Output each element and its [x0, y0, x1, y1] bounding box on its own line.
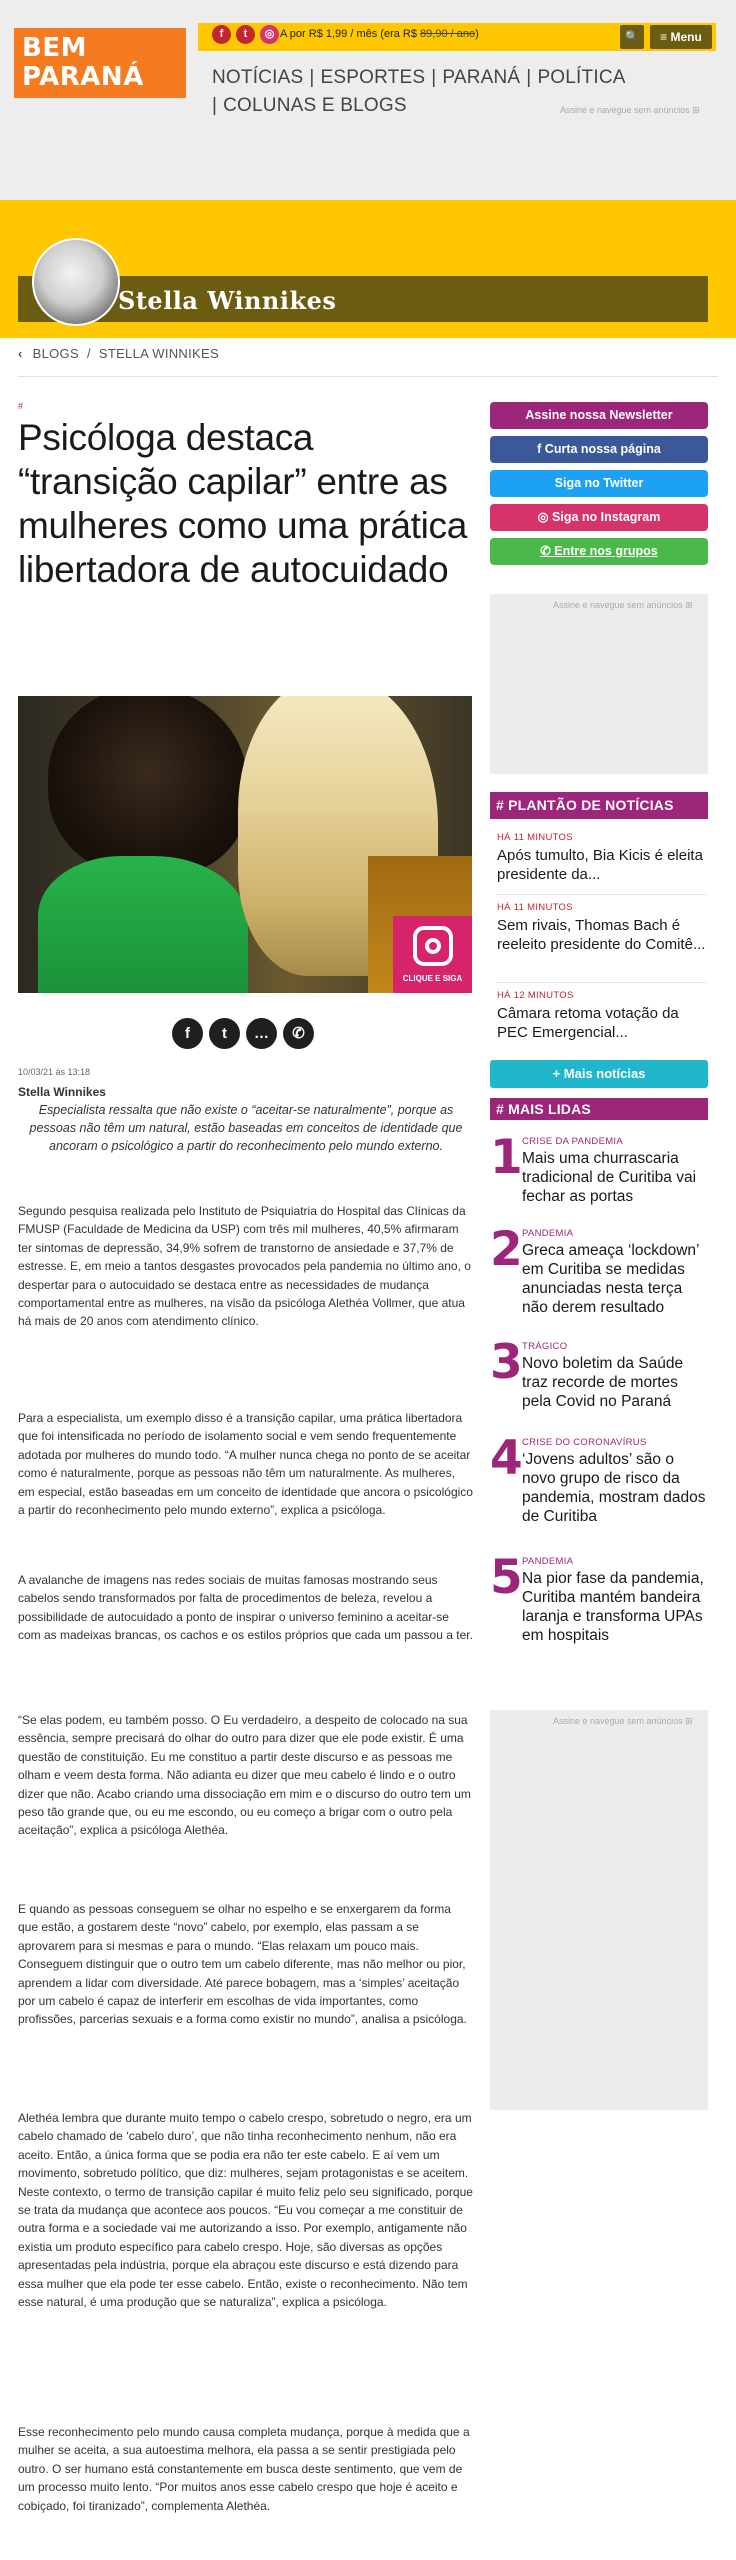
most-read-headline[interactable]: Mais uma churrascaria tradicional de Curitiba vai fechar as portas: [522, 1150, 697, 1205]
nav-divider: |: [212, 95, 218, 116]
rank-number: 3: [490, 1335, 523, 1390]
site-header: [0, 0, 736, 200]
site-logo[interactable]: [14, 28, 186, 98]
instagram-badge-caption: CLIQUE E SIGA: [402, 974, 463, 983]
facebook-share-icon[interactable]: f: [172, 1018, 203, 1049]
instagram-icon: [413, 926, 453, 966]
article-paragraph: Esse reconhecimento pelo mundo causa completa mudança, porque à medida que a mulher se aceita, a sua autoestima melhora, ela passa a se sentir prestigiada pelo outro. O ser humano está constantemente em busca deste sentimento, que vem de um processo muito lento. “Por muitos anos esse cabelo crespo que hoje é aceito e cobiçado, foi tiranizado”, complementa Alethéa.: [18, 2425, 470, 2513]
facebook-icon[interactable]: f: [212, 25, 231, 44]
article-lead: Especialista ressalta que não existe o “aceitar-se naturalmente”, porque as pessoas não têm um natural, estão baseadas em conceitos de identidade que ancoram o psicológico a partir do reconhecimento pelo mundo externo.: [29, 1103, 463, 1154]
columnist-avatar[interactable]: [32, 238, 120, 326]
subscription-bar: [198, 23, 716, 51]
mais-lidas-header: # MAIS LIDAS: [490, 1098, 708, 1120]
instagram-icon[interactable]: ◎: [260, 25, 279, 44]
twitter-follow-button[interactable]: Siga no Twitter: [490, 470, 708, 497]
promo-suffix: ): [475, 28, 479, 40]
newsletter-button[interactable]: Assine nossa Newsletter: [490, 402, 708, 429]
nav-item-colunas-blogs[interactable]: COLUNAS E BLOGS: [223, 95, 407, 116]
most-read-headline[interactable]: ‘Jovens adultos’ são o novo grupo de risco da pandemia, mostram dados de Curitiba: [522, 1451, 706, 1525]
hero-dark-curly-hair: [48, 696, 248, 876]
promo-old-price: 89,90 / ano: [420, 28, 476, 40]
ad-free-link[interactable]: Assine e navegue sem anúncios ⊞: [553, 600, 693, 610]
breadcrumb-item-columnist[interactable]: STELLA WINNIKES: [98, 346, 219, 361]
facebook-page-button[interactable]: f Curta nossa página: [490, 436, 708, 463]
news-time: HÁ 11 MINUTOS: [497, 902, 573, 913]
article-author[interactable]: Stella Winnikes: [18, 1085, 106, 1099]
divider: [497, 982, 707, 983]
article-paragraph: Alethéa lembra que durante muito tempo o cabelo crespo, sobretudo o negro, era um cabelo chamado de ‘cabelo duro’, que não tinha reconhecimento nenhum, não era aceito. Então, a única forma que se podia era não ter este cabelo. E aí vem um movimento, sobretudo político, que diz: mulheres, sejam protagonistas e se aceitem. Neste contexto, o termo de transição capilar é muito feliz pelo seu significado, porque se trata da mudança que acontece aos poucos. “Eu vou começar a me constituir de outra forma e a sociedade vai me autorizando a isso. Por exemplo, antigamente não existia um produto específico para cabelo crespo. Hoje, são diversas as opções apresentadas pela indústria, porque ela abraçou este discurso e está dizendo para essa mulher que ela pode ter esse cabelo. Então, existe o reconhecimento. Não tem esse natural, é uma produção que se naturaliza”, explica a psicóloga.: [18, 2111, 473, 2310]
columnist-name[interactable]: Stella Winnikes: [118, 286, 337, 315]
ad-free-link[interactable]: Assine e navegue sem anúncios ⊞: [553, 1716, 693, 1726]
divider: [497, 894, 707, 895]
columnist-banner: [0, 200, 736, 338]
news-item[interactable]: [497, 990, 707, 1042]
twitter-icon[interactable]: t: [236, 25, 255, 44]
nav-item-politica[interactable]: POLÍTICA: [537, 67, 626, 88]
ad-slot: [490, 594, 708, 774]
most-read-category: TRÁGICO: [522, 1341, 568, 1352]
nav-divider: |: [431, 67, 437, 88]
most-read-headline[interactable]: Novo boletim da Saúde traz recorde de mortes pela Covid no Paraná: [522, 1355, 684, 1410]
nav-item-parana[interactable]: PARANÁ: [442, 67, 521, 88]
news-headline[interactable]: Câmara retoma votação da PEC Emergencial...: [497, 1005, 679, 1041]
news-item[interactable]: [497, 832, 707, 884]
most-read-category: PANDEMIA: [522, 1556, 574, 1567]
breadcrumb: [18, 346, 219, 361]
instagram-follow-button[interactable]: ◎ Siga no Instagram: [490, 504, 708, 531]
news-time: HÁ 12 MINUTOS: [497, 990, 574, 1001]
logo-line-1: BEM: [22, 33, 87, 63]
menu-button[interactable]: ≡ Menu: [650, 25, 712, 49]
whatsapp-groups-button[interactable]: ✆ Entre nos grupos: [490, 538, 708, 565]
logo-line-2: PARANÁ: [22, 62, 144, 92]
nav-divider: |: [526, 67, 532, 88]
more-news-button[interactable]: + Mais notícias: [490, 1060, 708, 1088]
news-headline[interactable]: Após tumulto, Bia Kicis é eleita presidente da...: [497, 847, 703, 883]
nav-divider: |: [309, 67, 315, 88]
article-paragraph: “Se elas podem, eu também posso. O Eu verdadeiro, a despeito de colocado na sua essência, sempre precisará do olhar do outro para dizer que ele pode existir. É uma questão de constituição. Eu me constituo a partir deste discurso e as pessoas me olham e veem desta forma. Não adianta eu dizer que meu cabelo é lindo e o outro dizer que não. Acabo criando uma dissociação em mim e o discurso do outro tem um peso tão grande que, ou eu me escondo, ou eu começo a brigar com o outro pela aceitação”, explica a psicóloga Alethéa.: [18, 1713, 471, 1838]
nav-item-noticias[interactable]: NOTÍCIAS: [212, 67, 304, 88]
promo-text: por R$ 1,99 / mês (era R$: [289, 28, 421, 40]
nav-item-esportes[interactable]: ESPORTES: [320, 67, 426, 88]
hero-green-shirt: [38, 856, 248, 993]
most-read-category: PANDEMIA: [522, 1228, 574, 1239]
breadcrumb-item-blogs[interactable]: BLOGS: [32, 346, 79, 361]
most-read-headline[interactable]: Greca ameaça ‘lockdown’ em Curitiba se medidas anunciadas nesta terça não derem resultado: [522, 1242, 699, 1316]
subscription-promo[interactable]: [280, 28, 479, 40]
news-time: HÁ 11 MINUTOS: [497, 832, 573, 843]
plantao-header: # PLANTÃO DE NOTÍCIAS: [490, 792, 708, 819]
most-read-category: CRISE DA PANDEMIA: [522, 1136, 623, 1147]
article-title: Psicóloga destaca “transição capilar” entre as mulheres como uma prática libertadora de autocuidado: [18, 417, 468, 590]
comment-share-icon[interactable]: …: [246, 1018, 277, 1049]
article-paragraph: Para a especialista, um exemplo disso é a transição capilar, uma prática libertadora que foi intensificada no período de isolamento social e vem sendo frequentemente adotada por mulheres do mundo todo. “A mulher nunca chega no ponto de se aceitar como é naturalmente, porque as pessoas não têm um naturalmente. As mulheres, em especial, estão baseadas em um conceito de identidade que ancora o psicológico a partir do reconhecimento pelo mundo externo”, explica a psicóloga.: [18, 1411, 473, 1518]
chevron-left-icon[interactable]: ‹: [18, 346, 23, 361]
article-paragraph: Segundo pesquisa realizada pelo Instituto de Psiquiatria do Hospital das Clínicas da FMUSP (Faculdade de Medicina da USP) com três mil mulheres, 40,5% afirmaram ter sintomas de depressão, 34,9% sofrem de transtorno de ansiedade e 37,7% de estresse. E, em meio a tantos desgastes provocados pela pandemia no último ano, o despertar para o autocuidado se destaca entre as necessidades de mudança comportamental entre as mulheres, na visão da psicóloga Alethéa Vollmer, que atua há mais de 20 anos com atendimento clínico.: [18, 1204, 471, 1329]
whatsapp-share-icon[interactable]: ✆: [283, 1018, 314, 1049]
ad-slot: [490, 1710, 708, 2110]
rank-number: 4: [490, 1431, 523, 1486]
article-paragraph: A avalanche de imagens nas redes sociais de muitas famosas mostrando seus cabelos sendo transformados por falta de procedimentos de beleza, revelou a possibilidade de autocuidado a ponto de inspirar o universo feminino a aceitar-se com as madeixas brancas, os cachos e os estilos próprios que cada um passou a ter.: [18, 1573, 473, 1643]
article-date: 10/03/21 às 13:18: [18, 1067, 91, 1077]
divider: [18, 376, 718, 377]
breadcrumb-separator: /: [86, 346, 91, 361]
article-tag[interactable]: #: [18, 401, 24, 411]
most-read-headline[interactable]: Na pior fase da pandemia, Curitiba mantém bandeira laranja e transforma UPAs em hospitais: [522, 1570, 704, 1644]
rank-number: 2: [490, 1222, 523, 1277]
twitter-share-icon[interactable]: t: [209, 1018, 240, 1049]
promo-prefix: A: [280, 28, 287, 40]
article-paragraph: E quando as pessoas conseguem se olhar no espelho e se enxergarem da forma que estão, a gostarem deste “novo” cabelo, por exemplo, elas passam a se aprovarem para si mesmas e para o mundo. “Elas relaxam um pouco mais. Conseguem distinguir que o outro tem um cabelo diferente, mas não melhor ou pior, aprendem a lidar com diversidade. Até parece bobagem, mas a ‘simples’ aceitação por um cabelo é capaz de interferir em escolhas de vida importantes, como profissões, parcerias sexuais e a forma como existir no mundo”, analisa a psicóloga.: [18, 1902, 467, 2027]
rank-number: 5: [490, 1550, 523, 1605]
most-read-category: CRISE DO CORONAVÍRUS: [522, 1437, 647, 1448]
news-headline[interactable]: Sem rivais, Thomas Bach é reeleito presidente do Comitê...: [497, 917, 706, 953]
rank-number: 1: [490, 1130, 523, 1185]
search-icon[interactable]: 🔍: [620, 25, 644, 49]
news-item[interactable]: [497, 902, 707, 954]
ad-free-link[interactable]: Assine e navegue sem anúncios ⊞: [560, 105, 700, 115]
instagram-follow-badge[interactable]: [393, 916, 472, 993]
